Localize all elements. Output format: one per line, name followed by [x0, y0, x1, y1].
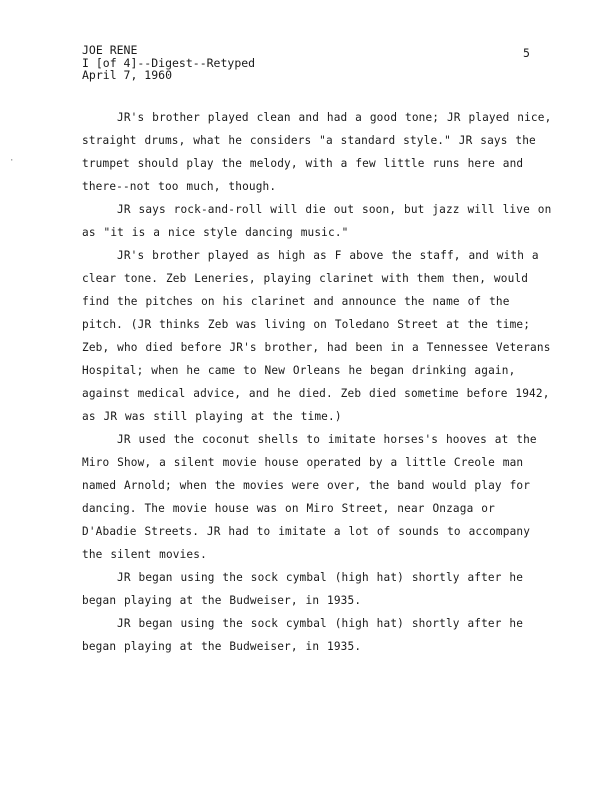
paragraph: JR began using the sock cymbal (high hat) shortly after he began playing at the Budweiser, in 1935. — [82, 571, 524, 607]
paragraph: JR says rock-and-roll will die out soon, but jazz will live on as "it is a nice style dancing music." — [82, 203, 552, 239]
document-body — [82, 106, 552, 658]
header-name: JOE RENE — [82, 43, 138, 57]
page-number: 5 — [523, 46, 530, 60]
margin-mark: · — [9, 156, 15, 166]
header-date: April 7, 1960 — [82, 68, 173, 82]
document-header — [82, 44, 255, 82]
paragraph: JR's brother played clean and had a good tone; JR played nice, straight drums, what he considers "a standard style." JR says the trumpet should play the melody, with a few little runs here and there--not too much, though. — [82, 111, 552, 193]
paragraph: JR began using the sock cymbal (high hat) shortly after he began playing at the Budweiser, in 1935. — [82, 617, 524, 653]
paragraph: JR used the coconut shells to imitate horses's hooves at the Miro Show, a silent movie house operated by a little Creole man named Arnold; when the movies were over, the band would play for dancing. The movie house was on Miro Street, near Onzaga or D'Abadie Streets. JR had to imitate a lot of sounds to accompany the silent movies. — [82, 433, 537, 561]
paragraph: JR's brother played as high as F above the staff, and with a clear tone. Zeb Leneries, playing clarinet with them then, would find the pitches on his clarinet and announce the name of the pitch. (JR thinks Zeb was living on Toledano Street at the time; Zeb, who died before JR's brother, had been in a Tennessee Veterans Hospital; when he came to New Orleans he began drinking again, against medical advice, and he died. Zeb died sometime before 1942, as JR was still playing at the time.) — [82, 249, 551, 423]
header-description: I [of 4]--Digest--Retyped — [82, 55, 256, 70]
